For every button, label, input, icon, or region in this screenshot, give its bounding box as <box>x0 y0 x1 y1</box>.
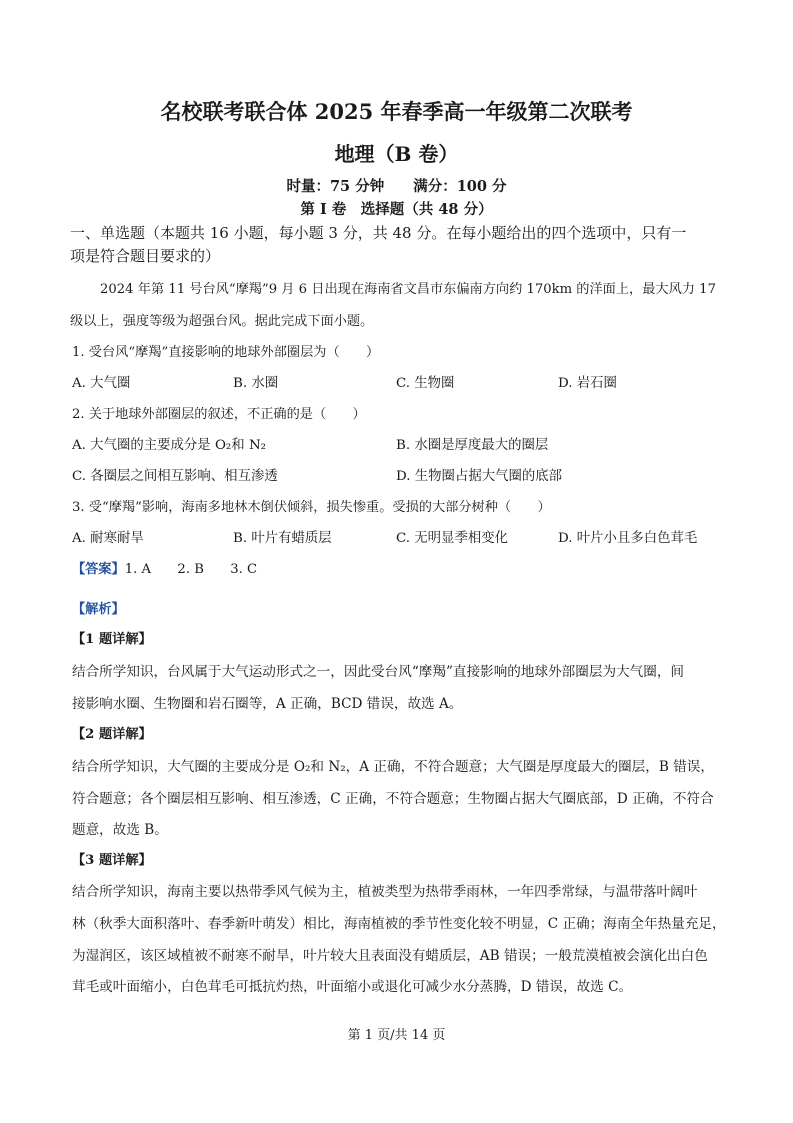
analysis-q2-line-1: 结合所学知识，大气圈的主要成分是 O₂和 N₂，A 正确，不符合题意；大气圈是厚度最大的圈层，B 错误， <box>72 759 714 775</box>
instructions-line-1: 一、单选题（本题共 16 小题，每小题 3 分，共 48 分。在每小题给出的四个选项中，只有一 <box>70 224 687 242</box>
answer-tag: 【答案】 <box>72 562 125 577</box>
analysis-q1-line-2: 接影响水圈、生物圈和岩石圈等，A 正确，BCD 错误，故选 A。 <box>72 696 463 712</box>
exam-meta: 时量：75 分钟 满分：100 分 <box>286 178 507 195</box>
analysis-q3-line-2: 林（秋季大面积落叶、春季新叶萌发）相比，海南植被的季节性变化较不明显，C 正确；海南全年热量充足， <box>72 916 726 932</box>
question-2-stem: 2. 关于地球外部圈层的叙述，不正确的是（ ） <box>72 407 366 422</box>
question-2-option-c: C. 各圈层之间相互影响、相互渗透 <box>72 469 278 484</box>
analysis-q3-line-1: 结合所学知识，海南主要以热带季风气候为主，植被类型为热带季雨林，一年四季常绿，与温带落叶阔叶 <box>72 884 698 900</box>
question-3-option-d: D. 叶片小且多白色茸毛 <box>558 531 698 546</box>
exam-title: 名校联考联合体 2025 年春季高一年级第二次联考 <box>160 99 633 124</box>
question-3-option-b: B. 叶片有蜡质层 <box>233 531 332 546</box>
analysis-q1-line-1: 结合所学知识，台风属于大气运动形式之一，因此受台风“摩羯”直接影响的地球外部圈层为大气圈，间 <box>72 664 685 680</box>
analysis-q2-line-3: 题意，故选 B。 <box>72 822 168 838</box>
answer-line <box>72 558 257 577</box>
question-1-stem: 1. 受台风“摩羯”直接影响的地球外部圈层为（ ） <box>72 345 380 360</box>
analysis-q3-tag: 【3 题详解】 <box>72 853 152 868</box>
page-footer: 第 1 页/共 14 页 <box>347 1028 446 1043</box>
section-heading: 第 I 卷 选择题（共 48 分） <box>300 201 493 218</box>
question-3-option-c: C. 无明显季相变化 <box>396 531 509 546</box>
question-3-stem: 3. 受“摩羯”影响，海南多地林木倒伏倾斜，损失惨重。受损的大部分树种（ ） <box>72 500 551 515</box>
passage-line-1: 2024 年第 11 号台风“摩羯”9 月 6 日出现在海南省文昌市东偏南方向约 170km 的洋面上，最大风力 17 <box>100 282 716 297</box>
question-1-option-c: C. 生物圈 <box>396 376 455 391</box>
question-2-option-a: A. 大气圈的主要成分是 O₂和 N₂ <box>72 438 267 453</box>
exam-subtitle: 地理（B 卷） <box>334 142 459 166</box>
question-1-option-d: D. 岩石圈 <box>558 376 617 391</box>
question-3-option-a: A. 耐寒耐旱 <box>72 531 144 546</box>
passage-line-2: 级以上，强度等级为超强台风。据此完成下面小题。 <box>70 314 374 329</box>
analysis-q3-line-4: 茸毛或叶面缩小，白色茸毛可抵抗灼热，叶面缩小或退化可减少水分蒸腾，D 错误，故选 C。 <box>72 979 633 995</box>
instructions-line-2: 项是符合题目要求的） <box>70 247 221 265</box>
analysis-q2-tag: 【2 题详解】 <box>72 727 152 742</box>
question-2-option-b: B. 水圈是厚度最大的圈层 <box>396 438 549 453</box>
analysis-q1-tag: 【1 题详解】 <box>72 632 152 647</box>
question-1-option-b: B. 水圈 <box>233 376 279 391</box>
analysis-q3-line-3: 为湿润区，该区域植被不耐寒不耐旱，叶片较大且表面没有蜡质层，AB 错误；一般荒漠植被会演化出白色 <box>72 948 708 964</box>
question-1-option-a: A. 大气圈 <box>72 376 131 391</box>
analysis-q2-line-2: 符合题意；各个圈层相互影响、相互渗透，C 正确，不符合题意；生物圈占据大气圈底部，D 正确，不符合 <box>72 791 714 807</box>
answer-text: 1. A 2. B 3. C <box>124 562 258 577</box>
question-2-option-d: D. 生物圈占据大气圈的底部 <box>396 469 563 484</box>
analysis-tag: 【解析】 <box>72 602 125 617</box>
